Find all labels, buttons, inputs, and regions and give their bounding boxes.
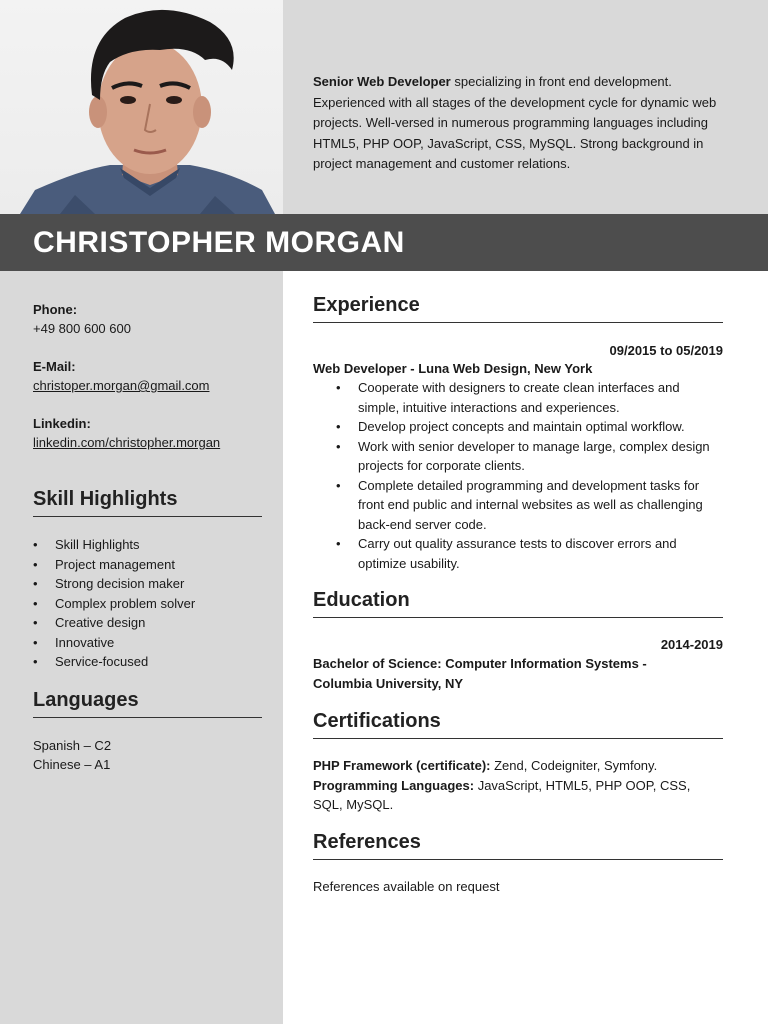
- summary-lead: Senior Web Developer: [313, 74, 451, 89]
- cert-php-value: Zend, Codeigniter, Symfony.: [490, 758, 658, 773]
- cert-lang-label: Programming Languages:: [313, 777, 475, 793]
- summary-text: specializing in front end development. Experienced with all stages of the development cycle for dynamic web projects. Well-versed in numerous programming languages including HTML5, PHP OOP, JavaScript, CSS, MySQL. Strong background in project management and customer relations.: [313, 74, 717, 171]
- portrait-illustration: [0, 0, 283, 214]
- list-item: • Strong decision maker: [33, 574, 273, 594]
- cert-php: [313, 756, 723, 776]
- skills-heading: [33, 486, 262, 517]
- skills-list-container: [33, 535, 273, 672]
- references-text: References available on request: [313, 879, 500, 894]
- job-title: Web Developer - Luna Web Design, New York: [313, 361, 593, 376]
- list-item: • Project management: [33, 555, 273, 575]
- education-date: 2014-2019: [660, 637, 723, 652]
- education-title: Education: [313, 589, 410, 611]
- education-degree: [313, 654, 713, 693]
- references-title: References: [313, 831, 421, 853]
- university-line: Columbia University, NY: [313, 675, 464, 691]
- certifications-heading: [313, 708, 723, 739]
- certifications-title: Certifications: [313, 710, 441, 732]
- languages-list: [33, 736, 273, 774]
- skills-list: [33, 535, 273, 672]
- list-item: • Skill Highlights: [33, 535, 273, 555]
- list-item: • Creative design: [33, 613, 273, 633]
- list-item: • Innovative: [33, 633, 273, 653]
- languages-title: Languages: [33, 689, 139, 711]
- references-heading: [313, 829, 723, 860]
- list-item: • Service-focused: [33, 652, 273, 672]
- language-item: Chinese – A1: [33, 757, 111, 772]
- phone-value: +49 800 600 600: [33, 321, 131, 336]
- list-item: • Complex problem solver: [33, 594, 273, 614]
- cert-languages: [313, 776, 723, 815]
- email-label: E-Mail:: [33, 359, 76, 374]
- duties-list: [336, 378, 711, 573]
- list-item: • Carry out quality assurance tests to discover errors and optimize usability.: [336, 534, 711, 573]
- phone-label: Phone:: [33, 302, 78, 317]
- experience-heading: [313, 292, 723, 323]
- list-item: • Complete detailed programming and development tasks for front end public and internal websites as well as challenging back-end server code.: [336, 476, 711, 535]
- languages-heading: [33, 687, 262, 718]
- contact-block: [33, 300, 273, 471]
- certifications-body: [313, 756, 723, 815]
- candidate-name: CHRISTOPHER MORGAN: [33, 226, 405, 259]
- job-duties: [336, 378, 711, 573]
- profile-photo: [0, 0, 283, 214]
- profile-summary: [313, 72, 733, 175]
- email-link[interactable]: christoper.morgan@gmail.com: [33, 378, 210, 393]
- list-item: • Work with senior developer to manage large, complex design projects for corporate clients.: [336, 437, 711, 476]
- list-item: • Develop project concepts and maintain optimal workflow.: [336, 417, 711, 437]
- language-item: Spanish – C2: [33, 738, 112, 753]
- linkedin-link[interactable]: linkedin.com/christopher.morgan: [33, 435, 221, 450]
- experience-title: Experience: [313, 294, 420, 316]
- linkedin-label: Linkedin:: [33, 416, 91, 431]
- skills-title: Skill Highlights: [33, 488, 178, 510]
- list-item: • Cooperate with designers to create clean interfaces and simple, intuitive interactions and experiences.: [336, 378, 711, 417]
- education-heading: [313, 587, 723, 618]
- cert-php-label: PHP Framework (certificate):: [313, 758, 491, 773]
- experience-date: 09/2015 to 05/2019: [609, 343, 723, 358]
- cert-lang-value: JavaScript, HTML5, PHP OOP, CSS, SQL, MySQL.: [313, 777, 691, 812]
- degree-line: Bachelor of Science: Computer Information Systems -: [313, 656, 647, 671]
